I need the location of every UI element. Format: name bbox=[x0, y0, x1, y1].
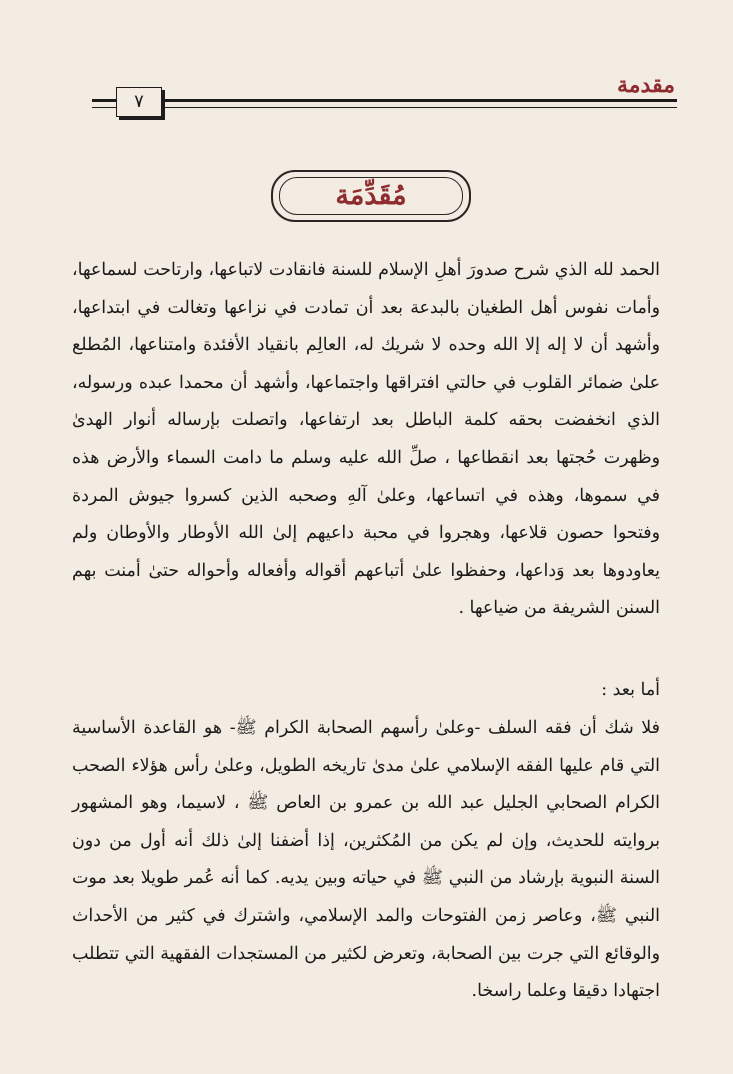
intro-paragraph bbox=[72, 252, 660, 628]
header-rule-thin bbox=[92, 107, 677, 108]
paragraph-text: فلا شك أن فقه السلف -وعلىٰ رأسهم الصحابة الكرام ﷺ- هو القاعدة الأساسية التي قام عليها الفقه الإسلامي علىٰ مدىٰ تاريخه الطويل، وعلىٰ رأس هؤلاء الصحب الكرام الصحابي الجليل عبد الله بن عمرو بن العاص ﷺ ، لاسيما، وهو المشهور بروايته للحديث، وإن لم يكن من المُكثرين، إذا أضفنا إلىٰ ذلك أنه أول من دون السنة النبوية بإرشاد من النبي ﷺ في حياته وبين يديه. كما أنه عُمر طويلا بعد موت النبي ﷺ، وعاصر زمن الفتوحات والمد الإسلامي، واشترك في كثير من الأحداث والوقائع التي جرت بين الصحابة، وتعرض لكثير من المستجدات الفقهية التي تتطلب اجتهادا دقيقا وعلما راسخا. bbox=[72, 718, 660, 1002]
amma-bad-line bbox=[72, 672, 660, 710]
chapter-title: مُقَدِّمَة bbox=[335, 180, 407, 211]
paragraph-text: الحمد لله الذي شرح صدورَ أهلِ الإسلام للسنة فانقادت لاتباعها، وارتاحت لسماعها، وأمات نفوس أهل الطغيان بالبدعة بعد أن تمادت في نزاعها وتغالت في ابتداعها، وأشهد أن لا إله إلا الله وحده لا شريك له، العالِم بانقياد الأفئدة وامتناعها، المُطلع علىٰ ضمائر القلوب في حالتي افتراقها واجتماعها، وأشهد أن محمدا عبده ورسوله، الذي انخفضت بحقه كلمة الباطل بعد ارتفاعها، واتصلت بإرساله أنوار الهدىٰ وظهرت حُجتها بعد انقطاعها ، صلِّ الله عليه وسلم ما دامت السماء والأرض هذه في سموها، وهذه في اتساعها، وعلىٰ آلهِ وصحبه الذين كسروا جيوش المردة وفتحوا حصون قلاعها، وهجروا في محبة داعيهم إلىٰ الله الأوطار والأوطان ولم يعاودوها بعد وَداعها، وحفظوا علىٰ أتباعهم أقواله وأفعاله وأحواله حتىٰ أمنت بهم السنن الشريفة من ضياعها . bbox=[72, 260, 660, 619]
paragraph-text: أما بعد : bbox=[601, 680, 660, 700]
main-paragraph bbox=[72, 710, 660, 1011]
page-number: ٧ bbox=[116, 87, 162, 117]
running-title: مقدمة bbox=[616, 72, 675, 98]
header-rule bbox=[92, 99, 677, 102]
